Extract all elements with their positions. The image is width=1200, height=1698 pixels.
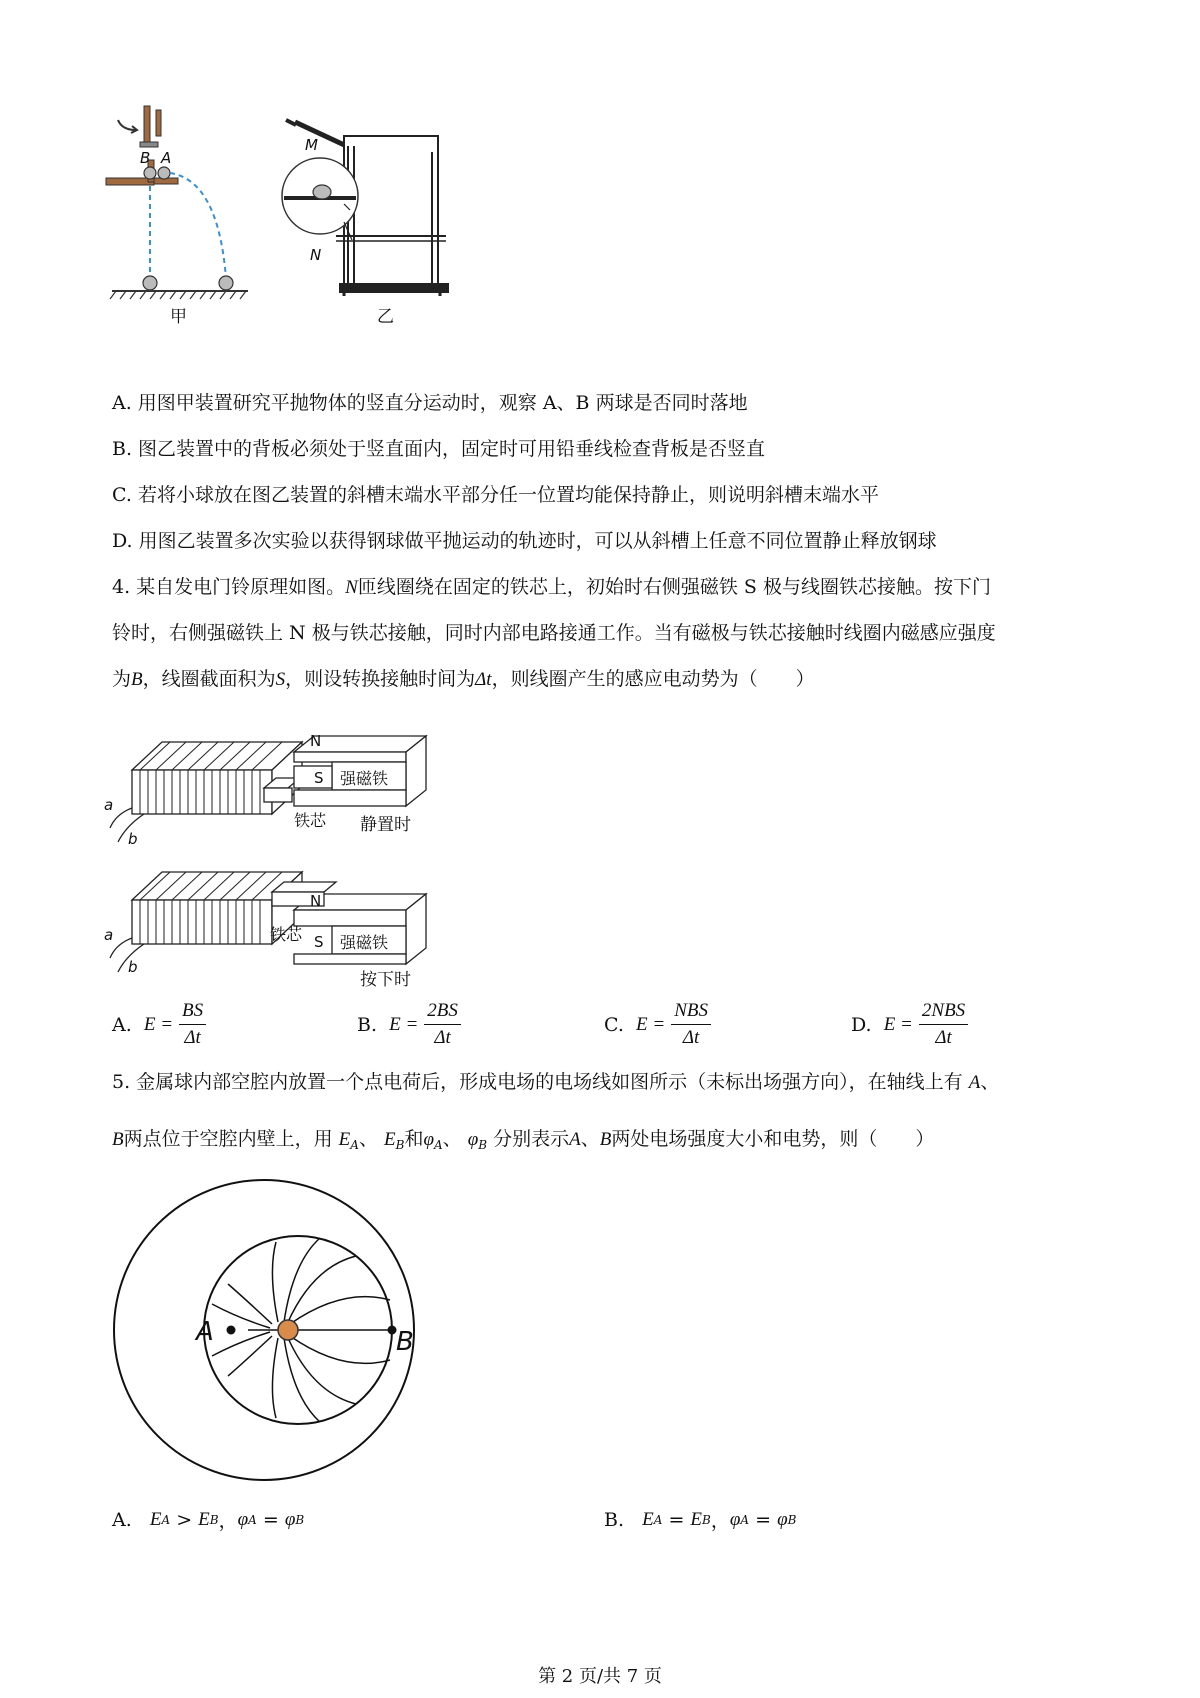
q3-option-d: D. 用图乙装置多次实验以获得钢球做平抛运动的轨迹时，可以从斜槽上任意不同位置静止释放钢球 [112,530,937,552]
q4-top-core: 铁芯 [294,811,327,830]
q4-option-d-den: Δt [935,1027,952,1048]
label-A-ball: A [161,149,172,167]
q4-option-b-fraction [424,1000,461,1049]
q5-var-EB-sub: B [395,1138,405,1152]
q4-option-c-letter: C. [604,1013,624,1036]
q5-optB-rel: = [662,1508,691,1531]
q5-optA-psub1: A [248,1512,257,1527]
q4-var-N: N [345,577,358,598]
q5-optA-rel: > [170,1508,199,1531]
q3-option-a: A. 用图甲装置研究平抛物体的竖直分运动时，观察 A、B 两球是否同时落地 [112,392,748,414]
q5-optB-E2: E [690,1508,703,1530]
q4-bottom-S: S [314,933,324,951]
q3-option-c: C. 若将小球放在图乙装置的斜槽末端水平部分任一位置均能保持静止，则说明斜槽末端水平 [112,484,879,506]
q4-stem-3b: ，线圈截面积为 [142,668,276,690]
q4-option-c-den: Δt [682,1027,700,1048]
q5-optB-phi1: φ [729,1508,741,1530]
q5-optB-sub1: A [653,1512,663,1527]
q4-bottom-N: N [310,892,322,910]
q5-optB-E1: E [642,1508,654,1530]
q4-option-b-den: Δt [434,1027,451,1048]
q4-stem-line3 [112,666,815,693]
q4-option-a-num: BS [179,1000,206,1025]
q5-var-phiB: φ [467,1129,479,1150]
q5-optA-letter: A. [112,1508,132,1531]
q5-optA-E1: E [149,1508,162,1530]
q5-var-B2: B [599,1129,612,1150]
q5-optB-eq: = [749,1508,778,1531]
q4-option-b [357,1000,461,1049]
label-B-ball: B [140,149,151,167]
q5-optB-psub2: B [787,1512,797,1527]
q4-option-a-lhs: E = [143,1013,174,1035]
q4-top-magnet: 强磁铁 [340,769,389,788]
q4-top-N: N [310,732,322,750]
q4-option-d-letter: D. [851,1013,872,1036]
q5-stem-2c: 、 [580,1128,600,1150]
q4-option-a-den: Δt [184,1027,201,1048]
apparatus-jia [106,106,248,299]
q5-optA-sep: ， [218,1510,238,1532]
q5-optB-sep: ， [710,1510,730,1532]
q5-optA-sub2: B [209,1512,219,1527]
q4-option-c-lhs: E = [636,1013,666,1035]
q4-stem-3a: 为 [112,668,132,690]
q5-optB-phi2: φ [777,1508,788,1530]
q4-stem-3c: ，则设转换接触时间为 [285,668,476,690]
q4-figure-pressed [104,852,484,992]
q5-var-EA: E [338,1129,351,1150]
page-footer: 第 2 页/共 7 页 [538,1666,662,1687]
q5-var-EB: E [384,1129,396,1150]
q5-figure-field-lines [108,1172,428,1492]
point-A-dot [227,1326,236,1335]
q5-optB-letter: B. [604,1508,625,1531]
q5-optA-eq: = [256,1508,285,1531]
q5-optB-sub2: B [702,1512,711,1527]
q4-option-c-fraction [671,1000,711,1049]
point-charge [278,1320,298,1340]
q4-option-d [851,1000,968,1049]
q4-stem-line2: 铃时，右侧强磁铁上 N 极与铁芯接触，同时内部电路接通工作。当有磁极与铁芯接触时线圈内磁感应强度 [112,622,996,644]
q5-optA-phi1: φ [237,1508,249,1530]
q5-stem-1b: 、 [980,1071,1000,1093]
q4-top-b: b [128,830,138,848]
q5-sep-2: 、 [442,1128,462,1150]
q5-var-A: A [968,1072,981,1093]
q4-var-B: B [131,669,143,690]
q5-sep-1: 、 [358,1128,378,1150]
q4-stem-1a: 4. 某自发电门铃原理如图。 [112,576,346,598]
q4-option-b-letter: B. [357,1013,378,1036]
q5-var-EA-sub: A [350,1138,359,1152]
q5-stem-2b: 分别表示 [493,1128,570,1150]
q4-bottom-magnet: 强磁铁 [340,933,389,952]
q5-optA-psub2: B [295,1512,305,1527]
q4-option-a-fraction [179,1000,206,1049]
q5-and: 和 [404,1128,424,1150]
q4-figure-static [104,708,484,848]
q4-top-state: 静置时 [360,815,411,835]
q5-var-A2: A [569,1129,581,1150]
q4-option-b-lhs: E = [389,1013,419,1035]
q5-optA-E2: E [198,1508,210,1530]
q5-option-a [112,1506,304,1533]
q5-var-B: B [112,1129,124,1150]
q5-optA-sub1: A [161,1512,171,1527]
q4-option-d-lhs: E = [883,1013,913,1035]
q4-var-dt: Δt [475,669,492,690]
label-yi: 乙 [377,307,394,327]
label-M: M [305,136,318,154]
q4-bottom-a: a [104,926,114,944]
q4-top-S: S [314,769,324,787]
q5-var-phiB-sub: B [478,1138,488,1152]
q3-option-b: B. 图乙装置中的背板必须处于竖直面内，固定时可用铅垂线检查背板是否竖直 [112,438,766,460]
q5-stem-2d: 两处电场强度大小和电势，则（ ） [611,1128,935,1150]
q4-option-c [604,1000,711,1049]
figure-3-apparatus [100,100,500,355]
q5-stem-line2 [112,1126,934,1158]
q4-option-a [112,1000,206,1049]
q5-stem-1a: 5. 金属球内部空腔内放置一个点电荷后，形成电场的电场线如图所示（未标出场强方向），在轴线上有 [112,1071,963,1093]
q4-stem-1b: 匝线圈绕在固定的铁芯上，初始时右侧强磁铁 S 极与线圈铁芯接触。按下门 [357,576,991,598]
q4-stem-3d: ，则线圈产生的感应电动势为（ ） [491,668,815,690]
q4-bottom-b: b [128,958,138,976]
q5-option-b [604,1506,796,1533]
q4-option-c-num: NBS [671,1000,711,1025]
q4-option-b-num: 2BS [424,1000,461,1025]
q5-stem-2a: 两点位于空腔内壁上，用 [123,1128,333,1150]
q4-option-d-fraction [919,1000,968,1049]
q5-fig-label-B: B [396,1327,414,1357]
q5-var-phiA-sub: A [433,1138,443,1152]
q4-bottom-state: 按下时 [360,970,411,990]
q4-var-S: S [275,669,286,690]
q5-stem-line1 [112,1069,999,1096]
q4-option-a-letter: A. [112,1013,132,1036]
q4-bottom-core: 铁芯 [270,925,303,944]
field-lines [212,1238,392,1422]
label-jia: 甲 [170,307,187,327]
q4-top-a: a [104,796,114,814]
q5-var-phiA: φ [423,1129,434,1150]
q5-optA-phi2: φ [284,1508,296,1530]
q4-option-d-num: 2NBS [919,1000,968,1025]
q5-fig-label-A: A [196,1317,214,1347]
q4-stem-line1 [112,574,991,601]
q5-optB-psub1: A [740,1512,750,1527]
label-N: N [310,246,322,264]
